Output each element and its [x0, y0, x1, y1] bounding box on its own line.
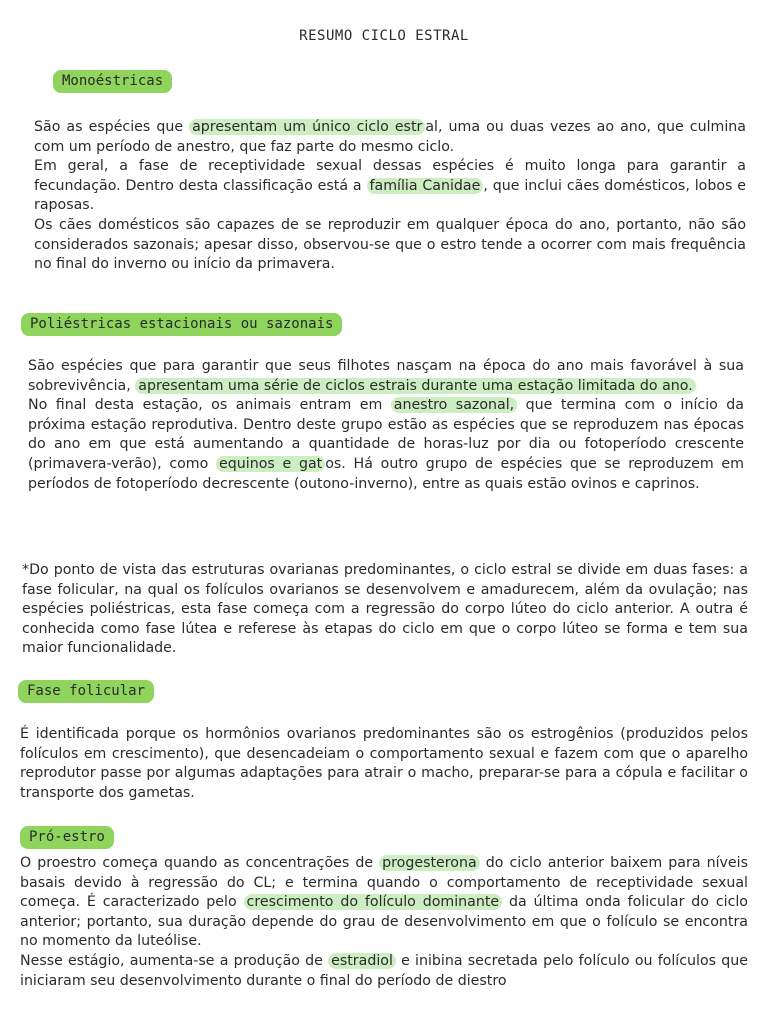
highlighted-phrase: anestro sazonal, [391, 397, 517, 413]
highlighted-phrase: família Canidae [367, 178, 484, 194]
paragraph: *Do ponto de vista das estruturas ovarianas predominantes, o ciclo estral se divide em duas fases: a fase folicular, na qual os folículos ovarianos se desenvolvem e amadurecem, além da ovulação; nas espécies poliéstricas, esta fase começa com a regressão do corpo lúteo do ciclo anterior. A outra é conhecida como fase lútea e referese às etapas do ciclo em que o corpo lúteo se forma e tem sua maior funcionalidade. [22, 562, 748, 657]
section-body-pro-estro [20, 854, 748, 991]
section-body-poliestricas [28, 357, 744, 494]
highlighted-phrase: apresentam uma série de ciclos estrais durante uma estação limitada do ano. [135, 378, 696, 394]
highlighted-phrase: equinos e gat [216, 456, 325, 472]
section-tag-poliestricas: Poliéstricas estacionais ou sazonais [21, 313, 342, 336]
highlighted-phrase: progesterona [379, 855, 480, 871]
section-body-fase-folicular [20, 725, 748, 803]
highlighted-phrase: apresentam um único ciclo estr [189, 119, 425, 135]
page-title: RESUMO CICLO ESTRAL [299, 28, 469, 44]
paragraph: No final desta estação, os animais entram em anestro sazonal, que termina com o início da próxima estação reprodutiva. Dentro deste grupo estão as espécies que se reproduzem nas épocas do ano em que está aumentando a quantidade de horas-luz por dia ou fotoperíodo crescente (primavera-verão), como equinos e gat os. Há outro grupo de espécies que se reproduzem em períodos de fotoperíodo decrescente (outono-inverno), entre as quais estão ovinos e caprinos. [28, 397, 744, 492]
section-body-monoestricas [34, 118, 746, 275]
section-body-ovarian-note [22, 561, 748, 659]
section-tag-fase-folicular: Fase folicular [18, 680, 154, 703]
highlighted-phrase: estradiol [328, 953, 396, 969]
paragraph: Os cães domésticos são capazes de se reproduzir em qualquer época do ano, portanto, não são considerados sazonais; apesar disso, observou-se que o estro tende a ocorrer com mais frequência no final do inverno ou início da primavera. [34, 216, 746, 273]
paragraph: Em geral, a fase de receptividade sexual dessas espécies é muito longa para garantir a fecundação. Dentro desta classificação está a família Canidae , que inclui cães domésticos, lobos e raposas. [34, 158, 746, 214]
section-tag-monoestricas: Monoéstricas [53, 70, 172, 93]
paragraph: Nesse estágio, aumenta-se a produção de estradiol e inibina secretada pelo folículo ou folículos que iniciaram seu desenvolvimento durante o final do período de diestro [20, 952, 748, 989]
paragraph: São espécies que para garantir que seus filhotes nasçam na época do ano mais favorável à sua sobrevivência, apresentam uma série de ciclos estrais durante uma estação limitada do ano. [28, 358, 744, 394]
paragraph: São as espécies que apresentam um único ciclo estr al, uma ou duas vezes ao ano, que culmina com um período de anestro, que faz parte do mesmo ciclo. [34, 119, 746, 155]
paragraph: É identificada porque os hormônios ovarianos predominantes são os estrogênios (produzidos pelos folículos em crescimento), que desencadeiam o comportamento sexual e fazem com que o aparelho reprodutor passe por algumas adaptações para atrair o macho, preparar-se para a cópula e facilitar o transporte dos gametas. [20, 726, 748, 801]
highlighted-phrase: crescimento do folículo dominante [244, 894, 503, 910]
section-tag-pro-estro: Pró-estro [20, 826, 114, 849]
paragraph: O proestro começa quando as concentrações de progesterona do ciclo anterior baixem para níveis basais devido à regressão do CL; e termina quando o comportamento de receptividade sexual começa. É caracterizado pelo crescimento do folículo dominante da última onda folicular do ciclo anterior; portanto, sua duração depende do grau de desenvolvimento em que o folículo se encontra no momento da luteólise. [20, 855, 748, 950]
